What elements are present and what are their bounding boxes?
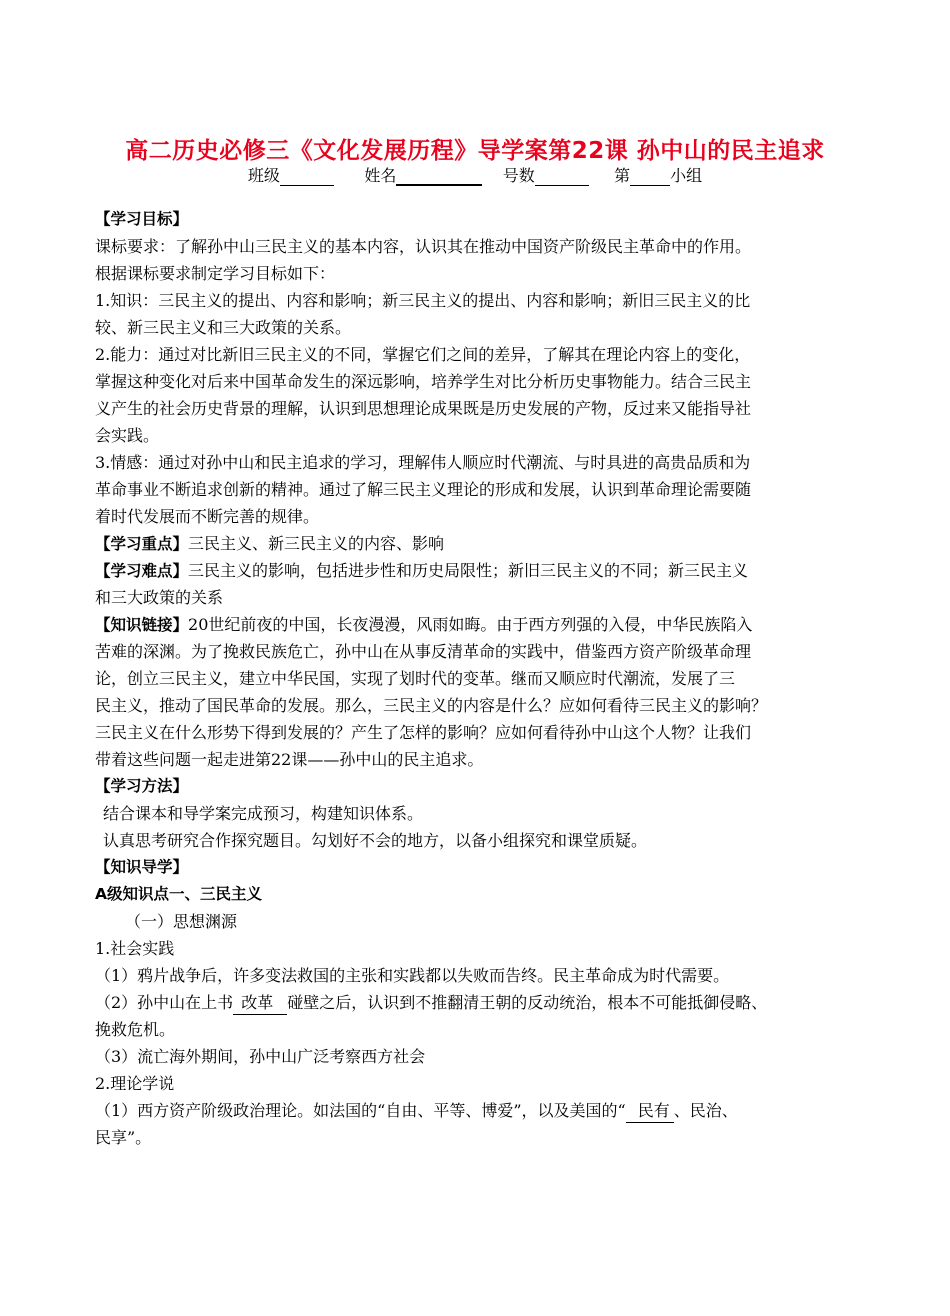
answer-blank[interactable]: 民有 (626, 1100, 674, 1123)
document-body (95, 206, 845, 1151)
guide-paragraph: （3）流亡海外期间，孙中山广泛考察西方社会 (95, 1047, 426, 1066)
item-heading: 2.理论学说 (95, 1074, 175, 1093)
class-blank[interactable] (280, 167, 334, 186)
name-blank[interactable] (396, 166, 482, 186)
fill-prefix: （2）孙中山在上书 (95, 993, 234, 1012)
group-blank[interactable] (630, 167, 670, 186)
answer-blank[interactable]: 改革 (233, 992, 287, 1015)
link-heading: 【知识链接】 (95, 616, 189, 634)
link-line: 民主义，推动了国民革命的发展。那么，三民主义的内容是什么？应如何看待三民主义的影响？ (95, 696, 768, 715)
fill-suffix: 、民治、 (673, 1101, 738, 1120)
link-line (95, 611, 845, 638)
section-heading: A级知识点一、三民主义 (95, 885, 262, 903)
number-label: 号数 (502, 166, 535, 185)
objective-line: 义产生的社会历史背景的理解，认识到思想理论成果既是历史发展的产物，反过来又能指导社 (95, 399, 752, 418)
subsection-heading: （一）思想渊源 (125, 912, 238, 931)
name-label: 姓名 (364, 166, 397, 185)
link-text: 20世纪前夜的中国，长夜漫漫，风雨如晦。由于西方列强的入侵，中华民族陷入 (188, 615, 753, 634)
objective-line: 较、新三民主义和三大政策的关系。 (95, 318, 352, 337)
group-suffix: 小组 (670, 166, 703, 185)
objective-line: 会实践。 (95, 426, 160, 445)
link-line: 三民主义在什么形势下得到发展的？产生了怎样的影响？应如何看待孙中山这个人物？让我们 (95, 723, 752, 742)
objective-line: 革命事业不断追求创新的精神。通过了解三民主义理论的形成和发展，认识到革命理论需要随 (95, 480, 752, 499)
method-line: 结合课本和导学案完成预习，构建知识体系。 (103, 804, 424, 823)
key-points-heading: 【学习重点】 (95, 535, 189, 553)
key-points-text: 三民主义、新三民主义的内容、影响 (188, 534, 445, 553)
method-line: 认真思考研究合作探究题目。勾划好不会的地方，以备小组探究和课堂质疑。 (103, 831, 648, 850)
fill-suffix: 碰壁之后，认识到不推翻清王朝的反动统治，根本不可能抵御侵略、 (287, 993, 768, 1012)
link-line: 论，创立三民主义，建立中华民国，实现了划时代的变革。继而又顺应时代潮流，发展了三 (95, 669, 736, 688)
objective-line: 课标要求：了解孙中山三民主义的基本内容，认识其在推动中国资产阶级民主革命中的作用。 (95, 237, 752, 256)
guide-paragraph: 民享”。 (95, 1128, 152, 1147)
item-heading: 1.社会实践 (95, 939, 175, 958)
guide-paragraph: （1）鸦片战争后，许多变法救国的主张和实践都以失败而告终。民主革命成为时代需要。 (95, 966, 730, 985)
page-title: 高二历史必修三《文化发展历程》导学案第22课 孙中山的民主追求 (125, 138, 825, 164)
guide-paragraph (95, 1097, 845, 1124)
objective-line: 3.情感：通过对孙中山和民主追求的学习，理解伟人顺应时代潮流、与时具进的高贵品质和为 (95, 453, 751, 472)
difficulties-heading: 【学习难点】 (95, 562, 189, 580)
difficulties-text: 三民主义的影响，包括进步性和历史局限性；新旧三民主义的不同；新三民主义 (188, 561, 749, 580)
objectives-heading: 【学习目标】 (95, 210, 189, 228)
guide-heading: 【知识导学】 (95, 858, 189, 876)
fill-prefix: （1）西方资产阶级政治理论。如法国的“自由、平等、博爱”，以及美国的“ (95, 1101, 626, 1120)
difficulties-line: 和三大政策的关系 (95, 588, 224, 607)
objective-line: 2.能力：通过对比新旧三民主义的不同，掌握它们之间的差异，了解其在理论内容上的变化， (95, 345, 751, 364)
guide-paragraph: 挽救危机。 (95, 1020, 176, 1039)
link-line: 带着这些问题一起走进第22课——孙中山的民主追求。 (95, 750, 484, 769)
objective-line: 着时代发展而不断完善的规律。 (95, 507, 320, 526)
link-line: 苦难的深渊。为了挽救民族危亡，孙中山在从事反清革命的实践中，借鉴西方资产阶级革命理 (95, 642, 752, 661)
key-points-line (95, 530, 845, 557)
objective-line: 1.知识：三民主义的提出、内容和影响；新三民主义的提出、内容和影响；新旧三民主义的比 (95, 291, 751, 310)
number-blank[interactable] (535, 167, 589, 186)
objective-line: 掌握这种变化对后来中国革命发生的深远影响，培养学生对比分析历史事物能力。结合三民主 (95, 372, 752, 391)
difficulties-line (95, 557, 845, 584)
method-heading: 【学习方法】 (95, 777, 189, 795)
guide-paragraph (95, 989, 845, 1016)
student-info-line (0, 163, 950, 186)
class-label: 班级 (247, 166, 280, 185)
group-prefix: 第 (614, 166, 631, 185)
objective-line: 根据课标要求制定学习目标如下： (95, 264, 336, 283)
